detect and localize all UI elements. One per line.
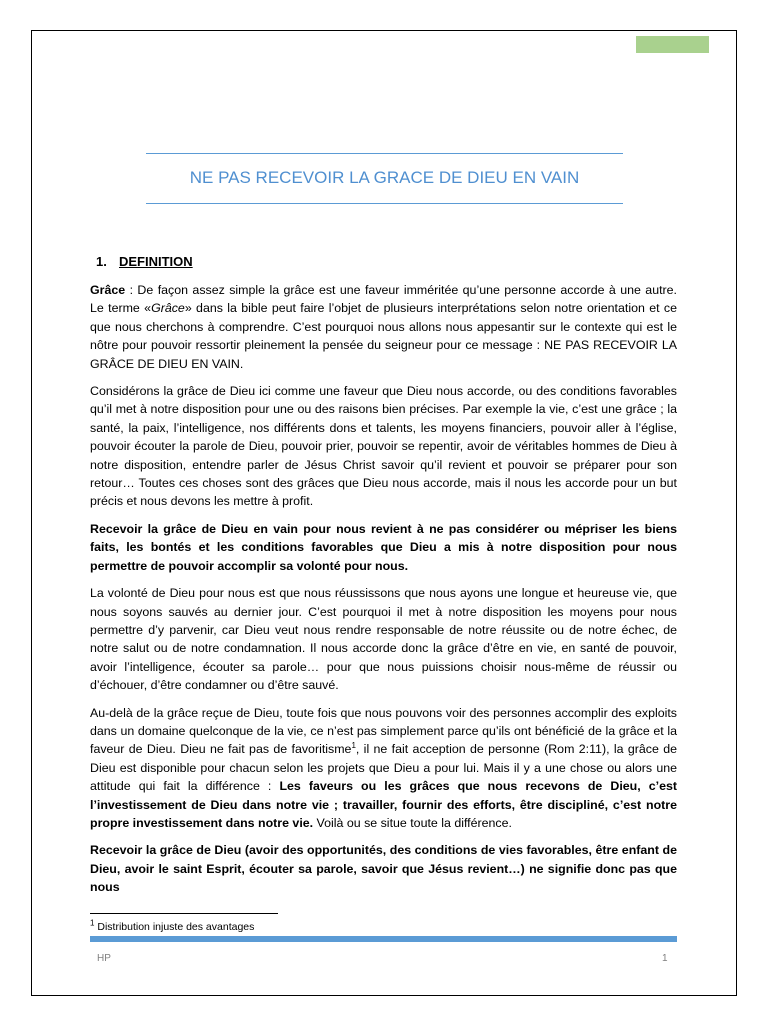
paragraph-text: : De façon assez simple la grâce est une faveur imméritée qu’une personne accorde à une autre. Le terme «	[90, 283, 677, 316]
footnote-separator	[90, 913, 278, 914]
paragraph-emphasis: Les faveurs ou les grâces que nous recevons de Dieu, c’est l’investissement de Dieu dans notre vie ; travailler, fournir des efforts, être discipliné, c’est notre propre investissement dans notre vie.	[90, 779, 677, 830]
paragraph-receive: Recevoir la grâce de Dieu (avoir des opportunités, des conditions de vies favorables, être enfant de Dieu, avoir le saint Esprit, écouter sa parole, savoir que Jésus revient…) ne signifie donc pas que nous	[90, 843, 677, 895]
paragraph-text: , il ne fait acception de personne (Rom 2:11), la grâce de Dieu est disponible pour chacun selon les projets que Dieu a pour lui. Mais il y a une chose ou alors une attitude qui fait la différence :	[90, 742, 677, 794]
title-rule-bottom	[146, 203, 623, 204]
footnote-text: Distribution injuste des avantages	[97, 921, 255, 933]
section-heading	[96, 253, 193, 271]
header-tab	[636, 36, 709, 53]
section-number: 1.	[96, 254, 107, 269]
body-text	[90, 281, 677, 906]
paragraph-definition	[90, 281, 677, 373]
paragraph-text: Voilà ou se situe toute la différence.	[313, 815, 512, 830]
paragraph-text: » dans la bible peut faire l’objet de plusieurs interprétations selon notre orientation et ce que nous cherchons à comprendre. C’est pourquoi nous allons nous appesantir sur le contexte qui est le nôtre pour pouvoir ressortir pleinement la pensée du seigneur pour ce message : NE PAS RECEVOIR LA GRÂCE DE DIEU EN VAIN.	[90, 301, 678, 371]
paragraph-difference	[90, 704, 677, 833]
term-italic: Grâce	[151, 301, 185, 316]
footnote-ref[interactable]: 1	[351, 741, 356, 751]
footnote	[90, 920, 254, 934]
paragraph-vain: Recevoir la grâce de Dieu en vain pour nous revient à ne pas considérer ou mépriser les biens faits, les bontés et les conditions favorables que Dieu a mis à notre disposition pour nous permettre de pouvoir accomplir sa volonté pour nous.	[90, 521, 677, 573]
footer-bar	[90, 936, 677, 942]
title-rule-top	[146, 153, 623, 154]
paragraph-will: La volonté de Dieu pour nous est que nous réussissons que nous ayons une longue et heureuse vie, que nous soyons sauvés au dernier jour. C’est pourquoi il met à notre disposition les moyens pour nous permettre d’y parvenir, car Dieu veut nous rendre responsable de notre réussite ou de notre échec, de notre salut ou de notre condamnation. Il nous accorde donc la grâce d’être en vie, en santé de pouvoir, avoir l’intelligence, écouter sa parole… pour que nous puissions choisir nous-même de réussir ou d’échouer, d’être condamner ou d’être sauvé.	[90, 586, 677, 693]
page-number: 1	[662, 953, 668, 964]
paragraph-examples: Considérons la grâce de Dieu ici comme une faveur que Dieu nous accorde, ou des conditions favorables qu’il met à notre disposition pour une ou des raisons bien précises. Par exemple la vie, c’est une grâce ; la santé, la paix, l’intelligence, nos différents dons et talents, les moyens financiers, pouvoir aller à l’église, pouvoir écouter la parole de Dieu, pouvoir prier, pouvoir se repentir, avoir de véritables hommes de Dieu à notre disposition, entendre parler de Jésus Christ savoir qu’il revient et pouvoir se préparer pour son retour… Toutes ces choses sont des grâces que Dieu nous accorde, mais il nous les accorde pour un but précis et nous devons les mettre à profit.	[90, 384, 677, 509]
paragraph-text: Au-delà de la grâce reçue de Dieu, toute fois que nous pouvons voir des personnes accomplir des exploits dans un domaine quelconque de la vie, ce n’est pas simplement parce qu’ils ont bénéficié de la grâce et la faveur de Dieu. Dieu ne fait pas de favoritisme	[90, 705, 677, 757]
section-label: DEFINITION	[119, 254, 193, 269]
footnote-number: 1	[90, 918, 95, 928]
document-title: NE PAS RECEVOIR LA GRACE DE DIEU EN VAIN	[189, 168, 580, 187]
term-grace: Grâce	[90, 283, 126, 297]
footer-author: HP	[97, 953, 111, 964]
